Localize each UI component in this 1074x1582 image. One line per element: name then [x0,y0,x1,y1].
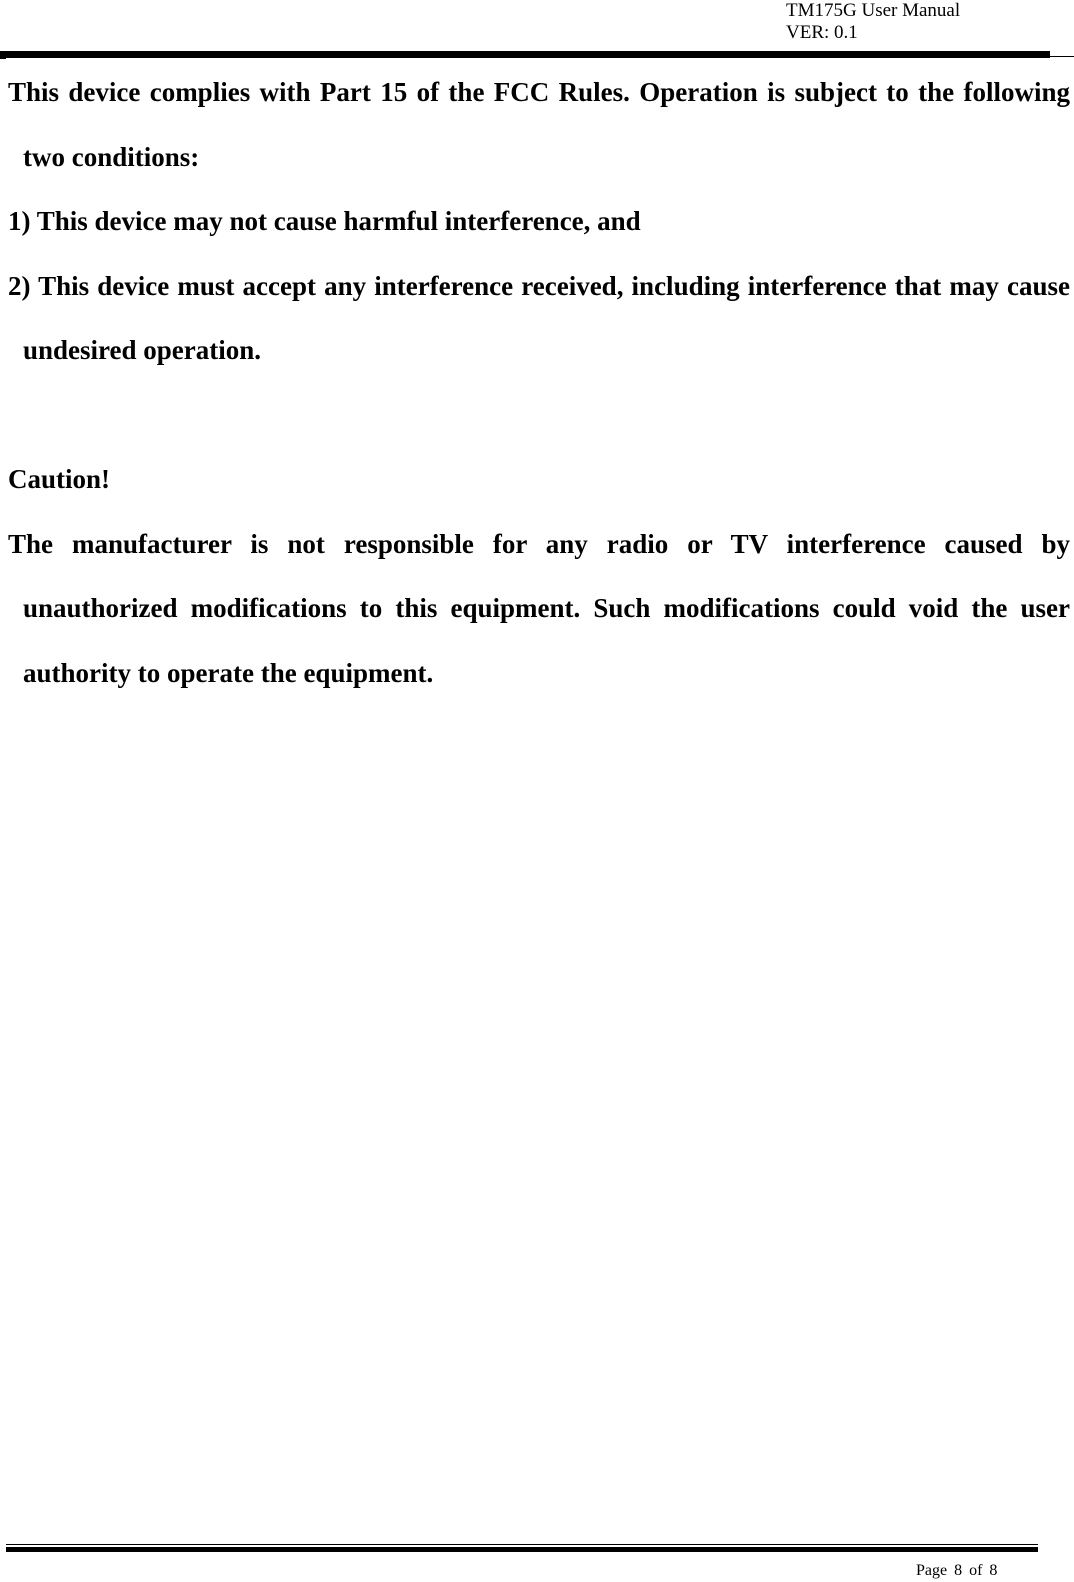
fcc-statement: This device complies with Part 15 of the FCC Rules. Operation is subject to the following two conditions: [8,77,1070,172]
document-header [786,0,960,44]
paragraph-spacer [8,383,1070,448]
header-divider-tail [1050,56,1074,57]
header-divider [0,51,1050,58]
page-number: Page 8 of 8 [916,1562,998,1579]
manual-version: VER: 0.1 [786,22,858,43]
fcc-condition-2: 2) This device must accept any interference received, including interference that may cause undesired operation. [8,270,1070,365]
caution-text: The manufacturer is not responsible for any radio or TV interference caused by unauthorized modifications to this equipment. Such modifications could void the user authority to operate the equipment. [8,528,1070,688]
caution-heading: Caution! [8,464,111,494]
page-body [8,60,1070,705]
footer-divider [6,1547,1038,1552]
manual-title: TM175G User Manual [786,0,961,21]
footer-divider-thin [6,1544,1038,1545]
header-divider-left [0,58,6,59]
fcc-condition-1: 1) This device may not cause harmful interference, and [8,206,641,236]
